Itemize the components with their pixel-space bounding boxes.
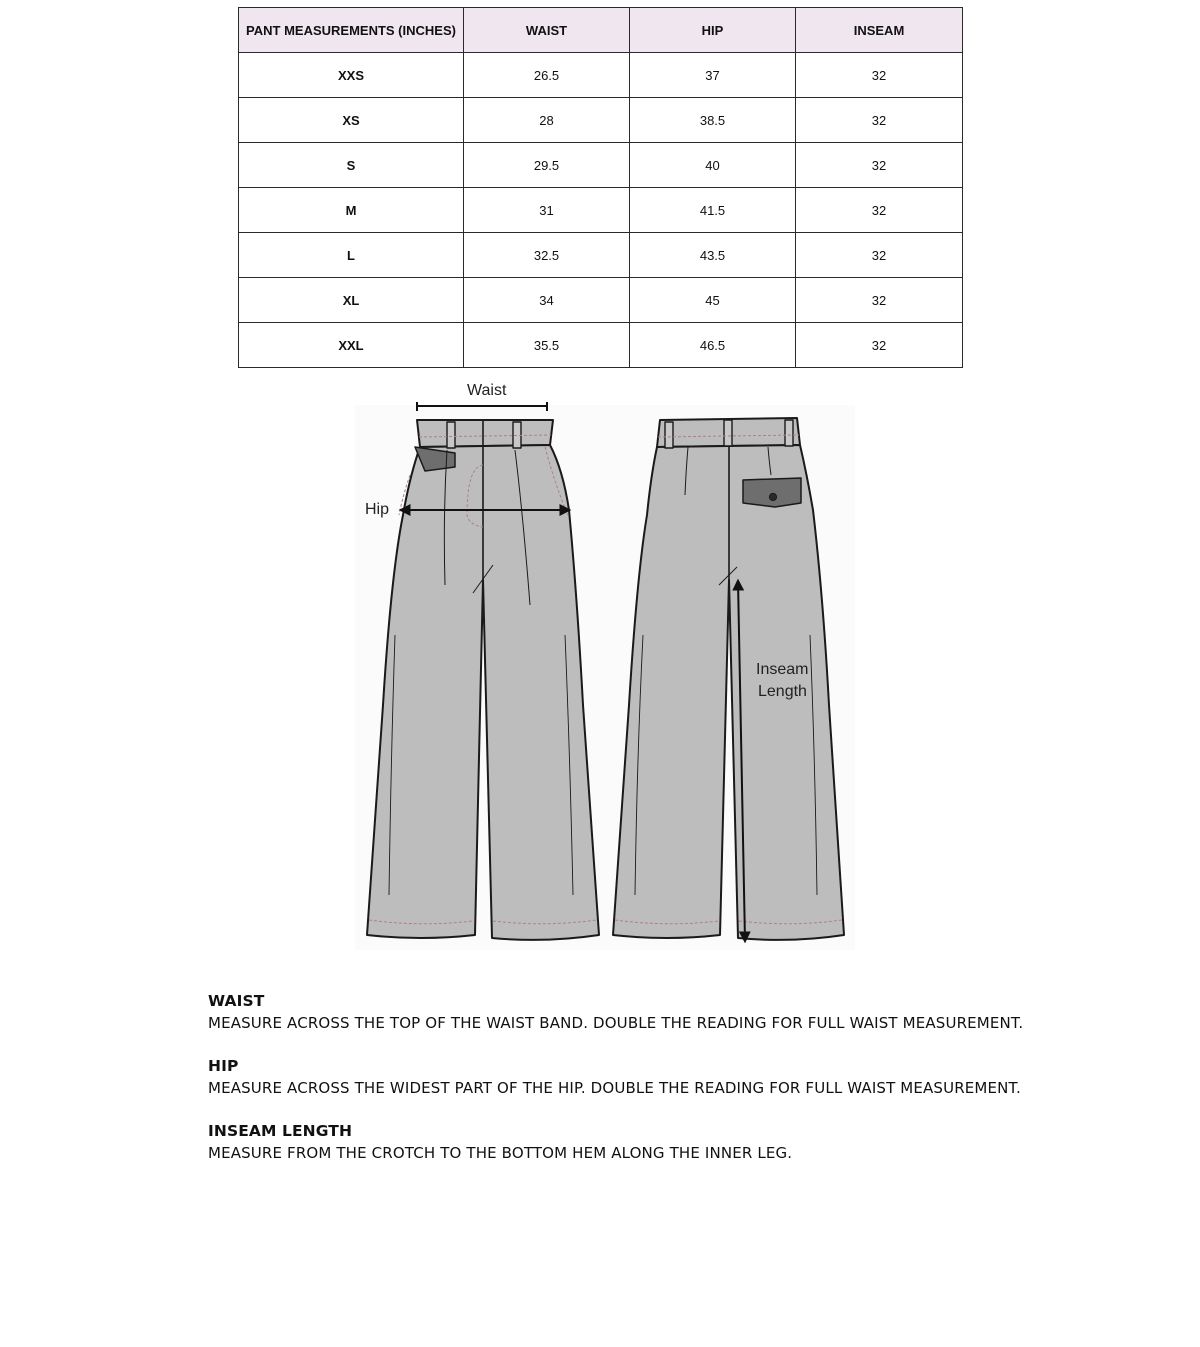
waist-cell: 32.5 xyxy=(464,233,630,278)
hip-cell: 43.5 xyxy=(630,233,796,278)
inseam-label-line1: Inseam xyxy=(756,661,809,678)
hip-cell: 37 xyxy=(630,53,796,98)
waist-label: Waist xyxy=(467,382,507,399)
waist-cell: 28 xyxy=(464,98,630,143)
inseam-cell: 32 xyxy=(796,278,963,323)
size-cell: XXL xyxy=(239,323,464,368)
waist-cell: 29.5 xyxy=(464,143,630,188)
hip-cell: 46.5 xyxy=(630,323,796,368)
waist-cell: 31 xyxy=(464,188,630,233)
table-row xyxy=(239,98,963,143)
hip-instruction-title: HIP xyxy=(208,1057,239,1075)
waist-cell: 26.5 xyxy=(464,53,630,98)
inseam-instruction-text: MEASURE FROM THE CROTCH TO THE BOTTOM HEM ALONG THE INNER LEG. xyxy=(208,1144,793,1162)
table-row xyxy=(239,143,963,188)
inseam-instruction xyxy=(208,1120,1028,1164)
table-row xyxy=(239,53,963,98)
waist-instruction-text: MEASURE ACROSS THE TOP OF THE WAIST BAND. DOUBLE THE READING FOR FULL WAIST MEASUREMENT. xyxy=(208,1014,1024,1032)
inseam-cell: 32 xyxy=(796,53,963,98)
header-inseam: INSEAM xyxy=(796,8,963,53)
table-header-row xyxy=(239,8,963,53)
size-cell: M xyxy=(239,188,464,233)
inseam-cell: 32 xyxy=(796,98,963,143)
inseam-cell: 32 xyxy=(796,143,963,188)
waist-instruction xyxy=(208,990,1028,1034)
size-chart-table xyxy=(238,7,963,368)
hip-cell: 41.5 xyxy=(630,188,796,233)
size-cell: XS xyxy=(239,98,464,143)
pants-measurement-diagram xyxy=(355,375,855,950)
header-measurements: PANT MEASUREMENTS (INCHES) xyxy=(239,8,464,53)
inseam-cell: 32 xyxy=(796,323,963,368)
table-row xyxy=(239,278,963,323)
waist-cell: 34 xyxy=(464,278,630,323)
hip-instruction-text: MEASURE ACROSS THE WIDEST PART OF THE HIP. DOUBLE THE READING FOR FULL WAIST MEASUREMENT. xyxy=(208,1079,1021,1097)
size-cell: XL xyxy=(239,278,464,323)
pocket-button xyxy=(769,493,776,500)
size-cell: S xyxy=(239,143,464,188)
waist-cell: 35.5 xyxy=(464,323,630,368)
hip-cell: 38.5 xyxy=(630,98,796,143)
header-waist: WAIST xyxy=(464,8,630,53)
measurement-instructions xyxy=(208,990,1028,1185)
table-row xyxy=(239,233,963,278)
hip-cell: 45 xyxy=(630,278,796,323)
inseam-cell: 32 xyxy=(796,233,963,278)
inseam-cell: 32 xyxy=(796,188,963,233)
inseam-label-line2: Length xyxy=(758,683,807,700)
header-hip: HIP xyxy=(630,8,796,53)
waist-instruction-title: WAIST xyxy=(208,992,265,1010)
table-row xyxy=(239,323,963,368)
size-cell: XXS xyxy=(239,53,464,98)
hip-cell: 40 xyxy=(630,143,796,188)
table-row xyxy=(239,188,963,233)
inseam-instruction-title: INSEAM LENGTH xyxy=(208,1122,353,1140)
hip-instruction xyxy=(208,1055,1028,1099)
back-pocket xyxy=(743,478,801,507)
hip-label: Hip xyxy=(365,501,390,518)
size-cell: L xyxy=(239,233,464,278)
front-waistband xyxy=(417,420,553,447)
